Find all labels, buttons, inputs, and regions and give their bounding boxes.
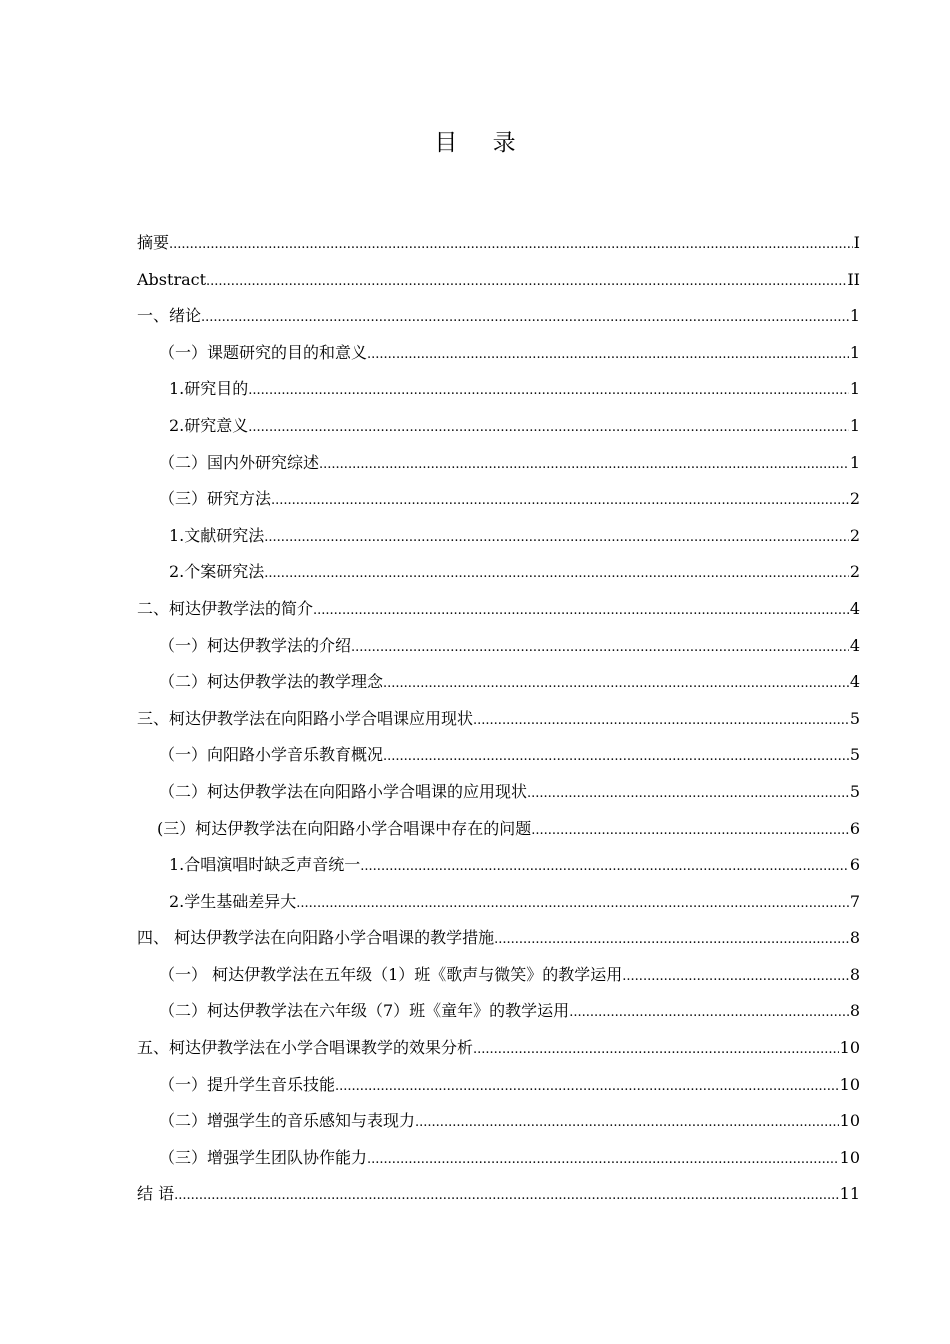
toc-entry-label: 2.学生基础差异大	[169, 891, 297, 911]
toc-entry-page-number: 8	[849, 964, 860, 984]
toc-entry-page-number: 4	[849, 598, 860, 618]
toc-dot-leader	[622, 959, 849, 996]
toc-entry-page-number: 2	[849, 489, 860, 509]
toc-entry-page-number: 4	[849, 672, 860, 692]
toc-dot-leader	[264, 556, 849, 593]
page-title: 目 录	[434, 130, 530, 156]
toc-entry[interactable]	[137, 262, 860, 299]
toc-entry-page-number: II	[847, 269, 860, 289]
toc-entry[interactable]	[137, 884, 860, 921]
toc-dot-leader	[494, 922, 849, 959]
toc-entry-label: （一）课题研究的目的和意义	[159, 342, 368, 362]
toc-entry[interactable]	[137, 1030, 860, 1067]
toc-entry-page-number: 11	[839, 1184, 860, 1204]
toc-entry[interactable]	[137, 591, 860, 628]
toc-entry-label: 2.研究意义	[169, 415, 249, 435]
toc-entry[interactable]	[137, 737, 860, 774]
toc-entry-page-number: 1	[849, 379, 860, 399]
toc-dot-leader	[415, 1105, 839, 1142]
toc-entry-label: （一）柯达伊教学法的介绍	[159, 635, 352, 655]
table-of-contents	[137, 225, 860, 1213]
toc-entry-label: （三）增强学生团队协作能力	[159, 1147, 368, 1167]
toc-entry[interactable]	[137, 1103, 860, 1140]
toc-entry-label: （二）柯达伊教学法的教学理念	[159, 672, 384, 692]
toc-entry-label: 一、绪论	[137, 306, 202, 326]
toc-dot-leader	[569, 995, 849, 1032]
toc-dot-leader	[383, 739, 849, 776]
toc-entry-page-number: 6	[849, 855, 860, 875]
toc-entry-page-number: 1	[849, 306, 860, 326]
toc-entry[interactable]	[137, 774, 860, 811]
toc-dot-leader	[248, 410, 849, 447]
toc-entry-page-number: 2	[849, 525, 860, 545]
toc-entry-page-number: 1	[849, 452, 860, 472]
toc-entry-label: （二）国内外研究综述	[159, 452, 320, 472]
toc-entry[interactable]	[137, 628, 860, 665]
toc-entry-page-number: 6	[849, 818, 860, 838]
toc-entry-label: （二）柯达伊教学法在向阳路小学合唱课的应用现状	[159, 781, 528, 801]
toc-entry[interactable]	[137, 993, 860, 1030]
toc-entry-page-number: 1	[849, 415, 860, 435]
toc-dot-leader	[271, 483, 849, 520]
toc-entry-label: （二）增强学生的音乐感知与表现力	[159, 1111, 416, 1131]
toc-dot-leader	[531, 813, 849, 850]
toc-entry-page-number: 8	[849, 928, 860, 948]
toc-entry[interactable]	[137, 225, 860, 262]
toc-entry[interactable]	[137, 847, 860, 884]
toc-dot-leader	[473, 703, 849, 740]
toc-dot-leader	[313, 593, 849, 630]
toc-dot-leader	[264, 520, 849, 557]
toc-entry-page-number: 5	[849, 745, 860, 765]
toc-entry[interactable]	[137, 371, 860, 408]
toc-entry[interactable]	[137, 1176, 860, 1213]
toc-entry-label: 摘要	[137, 233, 170, 252]
toc-entry-page-number: 5	[849, 708, 860, 728]
toc-entry[interactable]	[137, 408, 860, 445]
toc-entry-page-number: 10	[839, 1074, 860, 1094]
toc-dot-leader	[335, 1069, 839, 1106]
toc-entry[interactable]	[137, 298, 860, 335]
toc-entry[interactable]	[137, 554, 860, 591]
toc-dot-leader	[527, 776, 849, 813]
toc-entry-page-number: 7	[849, 891, 860, 911]
toc-entry-label: （一）向阳路小学音乐教育概况	[159, 745, 384, 765]
toc-entry-label: 1.合唱演唱时缺乏声音统一	[169, 855, 361, 875]
toc-entry-label: （三）研究方法	[159, 489, 272, 509]
toc-entry[interactable]	[137, 920, 860, 957]
toc-entry-label: 2.个案研究法	[169, 562, 265, 582]
toc-dot-leader	[206, 264, 846, 301]
toc-entry-label: Abstract	[137, 269, 207, 289]
toc-dot-leader	[319, 447, 849, 484]
toc-entry-label: （二）柯达伊教学法在六年级（7）班《童年》的教学运用	[159, 1001, 570, 1021]
toc-entry[interactable]	[137, 957, 860, 994]
toc-dot-leader	[360, 849, 849, 886]
toc-entry-label: 结 语	[137, 1184, 175, 1204]
toc-entry-label: 四、 柯达伊教学法在向阳路小学合唱课的教学措施	[137, 928, 495, 948]
toc-entry-label: 五、柯达伊教学法在小学合唱课教学的效果分析	[137, 1038, 474, 1058]
toc-entry-page-number: 2	[849, 562, 860, 582]
toc-entry-label: 1.文献研究法	[169, 525, 265, 545]
toc-entry[interactable]	[137, 481, 860, 518]
toc-entry-page-number: 8	[849, 1001, 860, 1021]
toc-entry-label: 1.研究目的	[169, 379, 249, 399]
toc-entry-label: （一）提升学生音乐技能	[159, 1074, 336, 1094]
toc-entry-page-number: 10	[839, 1111, 860, 1131]
toc-entry-label: (三）柯达伊教学法在向阳路小学合唱课中存在的问题	[157, 818, 532, 838]
toc-dot-leader	[367, 1142, 839, 1179]
toc-entry[interactable]	[137, 518, 860, 555]
toc-dot-leader	[383, 666, 849, 703]
toc-entry-page-number: 4	[849, 635, 860, 655]
toc-entry-label: 二、柯达伊教学法的简介	[137, 598, 314, 618]
toc-dot-leader	[473, 1032, 839, 1069]
toc-dot-leader	[248, 373, 849, 410]
toc-entry[interactable]	[137, 445, 860, 482]
toc-entry[interactable]	[137, 335, 860, 372]
toc-dot-leader	[351, 630, 849, 667]
toc-entry-label: 三、柯达伊教学法在向阳路小学合唱课应用现状	[137, 708, 474, 728]
toc-entry-page-number: 10	[839, 1147, 860, 1167]
toc-entry[interactable]	[137, 1140, 860, 1177]
toc-entry-page-number: 1	[849, 342, 860, 362]
toc-dot-leader	[201, 300, 849, 337]
toc-entry[interactable]	[137, 1067, 860, 1104]
toc-dot-leader	[296, 886, 849, 923]
toc-entry[interactable]	[137, 701, 860, 738]
toc-entry[interactable]	[137, 664, 860, 701]
toc-entry[interactable]	[137, 811, 860, 848]
toc-dot-leader	[367, 337, 849, 374]
toc-dot-leader	[174, 1178, 839, 1215]
toc-entry-page-number: 10	[839, 1038, 860, 1058]
toc-dot-leader	[169, 227, 853, 264]
toc-entry-page-number: I	[853, 233, 860, 252]
toc-entry-label: （一） 柯达伊教学法在五年级（1）班《歌声与微笑》的教学运用	[159, 964, 623, 984]
toc-entry-page-number: 5	[849, 781, 860, 801]
